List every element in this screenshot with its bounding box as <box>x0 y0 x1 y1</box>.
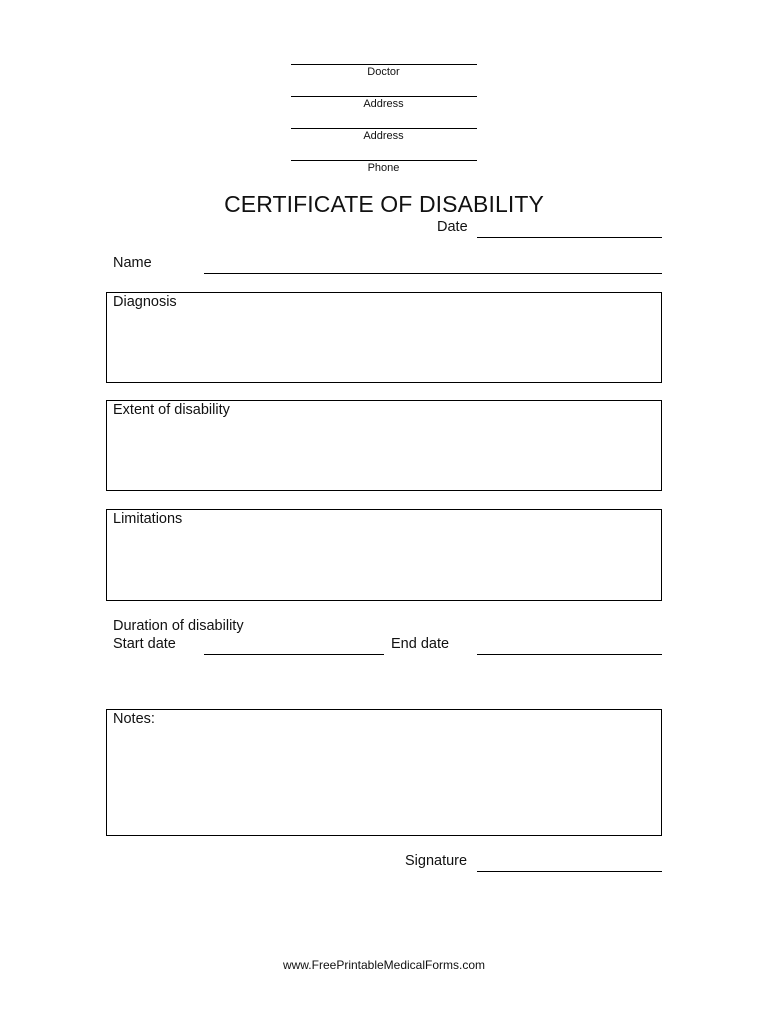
limitations-box[interactable] <box>106 509 662 601</box>
name-label: Name <box>113 255 152 271</box>
signature-label: Signature <box>405 853 468 869</box>
notes-label: Notes: <box>113 711 155 727</box>
start-date-label: Start date <box>113 636 176 652</box>
phone-line[interactable] <box>291 160 477 161</box>
address1-label: Address <box>363 98 404 110</box>
address2-label: Address <box>363 130 404 142</box>
limitations-label: Limitations <box>113 511 183 527</box>
start-date-field[interactable] <box>204 654 384 655</box>
address2-line[interactable] <box>291 128 477 129</box>
extent-box[interactable] <box>106 400 662 491</box>
footer-url: www.FreePrintableMedicalForms.com <box>282 958 486 972</box>
end-date-label: End date <box>391 636 450 652</box>
diagnosis-label: Diagnosis <box>113 294 177 310</box>
phone-label: Phone <box>367 162 400 174</box>
diagnosis-box[interactable] <box>106 292 662 383</box>
name-field[interactable] <box>204 273 662 274</box>
address1-line[interactable] <box>291 96 477 97</box>
date-field[interactable] <box>477 237 662 238</box>
extent-label: Extent of disability <box>113 402 230 418</box>
page-title: CERTIFICATE OF DISABILITY <box>224 191 544 217</box>
notes-box[interactable] <box>106 709 662 836</box>
signature-field[interactable] <box>477 871 662 872</box>
doctor-line[interactable] <box>291 64 477 65</box>
date-label: Date <box>437 219 468 235</box>
doctor-label: Doctor <box>367 66 400 78</box>
duration-label: Duration of disability <box>113 618 244 634</box>
end-date-field[interactable] <box>477 654 662 655</box>
